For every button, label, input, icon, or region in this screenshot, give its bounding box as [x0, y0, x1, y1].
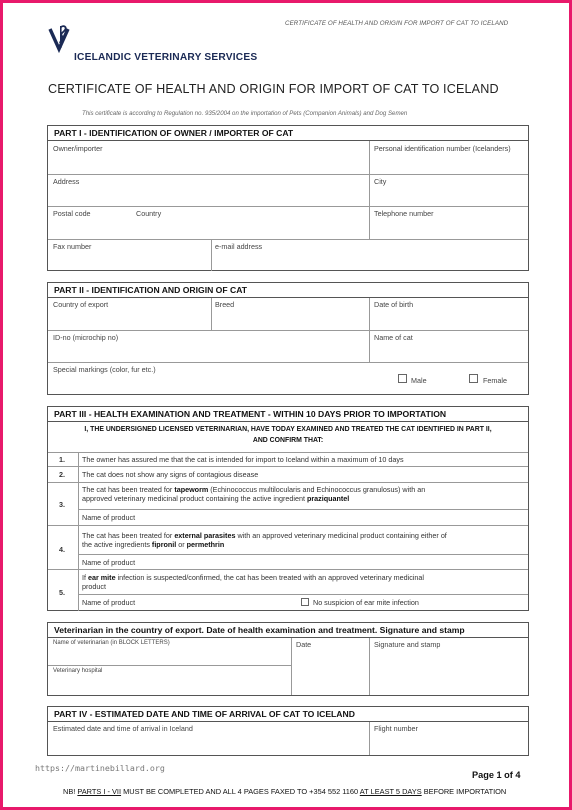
country-field[interactable]: Country [136, 209, 162, 218]
part3-section [47, 406, 529, 611]
vet-confirmation-line1: I, THE UNDERSIGNED LICENSED VETERINARIAN, HAVE TODAY EXAMINED AND TREATED THE CAT IDENTIFIED IN PART II, [84, 426, 492, 433]
female-checkbox[interactable] [469, 374, 478, 383]
part1-section [47, 125, 529, 271]
postal-code-field[interactable]: Postal code [53, 209, 91, 218]
item1-text: The owner has assured me that the cat is intended for import to Iceland within a maximum of 10 days [82, 455, 404, 464]
item3-text: The cat has been treated for tapeworm (Echinococcus multilocularis and Echinococcus granulosus) with an approved veterinary medicinal product containing the active ingredient praziquantel [82, 485, 426, 503]
part4-heading: PART IV - ESTIMATED DATE AND TIME OF ARRIVAL OF CAT TO ICELAND [48, 707, 528, 722]
item-number-4: 4. [59, 545, 65, 554]
special-markings-field[interactable]: Special markings (color, fur etc.) [53, 365, 156, 374]
owner-importer-field[interactable]: Owner/importer [53, 144, 103, 153]
no-ear-mite-label: No suspicion of ear mite infection [313, 598, 419, 607]
veterinarian-section [47, 622, 529, 696]
item-number-2: 2. [59, 470, 65, 479]
vet-confirmation-line2: AND CONFIRM THAT: [252, 437, 324, 444]
country-export-field[interactable]: Country of export [53, 300, 109, 309]
item3-product-field[interactable]: Name of product [82, 513, 136, 522]
signature-stamp-field[interactable]: Signature and stamp [374, 640, 441, 649]
item5-text: If ear mite infection is suspected/confirmed, the cat has been treated with an approved veterinary medicinal product [82, 573, 425, 591]
vet-name-field[interactable]: Name of veterinarian (in BLOCK LETTERS) [53, 640, 170, 646]
item-number-1: 1. [59, 455, 65, 464]
exam-date-field[interactable]: Date [296, 640, 312, 649]
personal-id-field[interactable]: Personal identification number (Icelanders) [374, 144, 511, 153]
no-ear-mite-checkbox[interactable] [301, 598, 309, 606]
part1-heading: PART I - IDENTIFICATION OF OWNER / IMPORTER OF CAT [48, 126, 528, 141]
flight-number-field[interactable]: Flight number [374, 724, 418, 733]
male-checkbox[interactable] [398, 374, 407, 383]
fax-field[interactable]: Fax number [53, 242, 92, 251]
item2-text: The cat does not show any signs of contagious disease [82, 470, 259, 479]
part4-section [47, 706, 529, 756]
regulation-subtitle: This certificate is according to Regulation no. 935/2004 on the importation of Pets (Companion Animals) and Dog Semen [82, 110, 408, 117]
page-number: Page 1 of 4 [472, 770, 521, 780]
item4-text: The cat has been treated for external parasites with an approved veterinary medicinal product containing either of the active ingredients fipronil or permethrin [82, 531, 447, 549]
date-of-birth-field[interactable]: Date of birth [374, 300, 414, 309]
item4-product-field[interactable]: Name of product [82, 558, 136, 567]
running-header: CERTIFICATE OF HEALTH AND ORIGIN FOR IMPORT OF CAT TO ICELAND [285, 20, 509, 27]
address-field[interactable]: Address [53, 177, 80, 186]
cat-name-field[interactable]: Name of cat [374, 333, 413, 342]
item5-product-field[interactable]: Name of product [82, 598, 136, 607]
male-label: Male [411, 376, 427, 385]
part2-heading: PART II - IDENTIFICATION AND ORIGIN OF CAT [48, 283, 528, 298]
vet-hospital-field[interactable]: Veterinary hospital [53, 668, 103, 674]
email-field[interactable]: e-mail address [215, 242, 263, 251]
microchip-field[interactable]: ID-no (microchip no) [53, 333, 119, 342]
vet-heading: Veterinarian in the country of export. Date of health examination and treatment. Signature and stamp [48, 623, 528, 638]
part3-heading: PART III - HEALTH EXAMINATION AND TREATMENT - WITHIN 10 DAYS PRIOR TO IMPORTATION [48, 407, 528, 422]
source-watermark: https://martinebillard.org [35, 763, 165, 773]
item-number-3: 3. [59, 500, 65, 509]
fax-notice: NB! PARTS I - VII MUST BE COMPLETED AND ALL 4 PAGES FAXED TO +354 552 1160 AT LEAST 5 DAYS BEFORE IMPORTATION [63, 787, 507, 796]
part2-section [47, 282, 529, 395]
item-number-5: 5. [59, 588, 65, 597]
breed-field[interactable]: Breed [215, 300, 235, 309]
city-field[interactable]: City [374, 177, 387, 186]
female-label: Female [483, 376, 507, 385]
organization-name: ICELANDIC VETERINARY SERVICES [74, 52, 258, 63]
page-title: CERTIFICATE OF HEALTH AND ORIGIN FOR IMPORT OF CAT TO ICELAND [48, 82, 499, 96]
telephone-field[interactable]: Telephone number [374, 209, 434, 218]
ivs-logo-icon [48, 25, 74, 57]
arrival-date-field[interactable]: Estimated date and time of arrival in Iceland [53, 724, 193, 733]
